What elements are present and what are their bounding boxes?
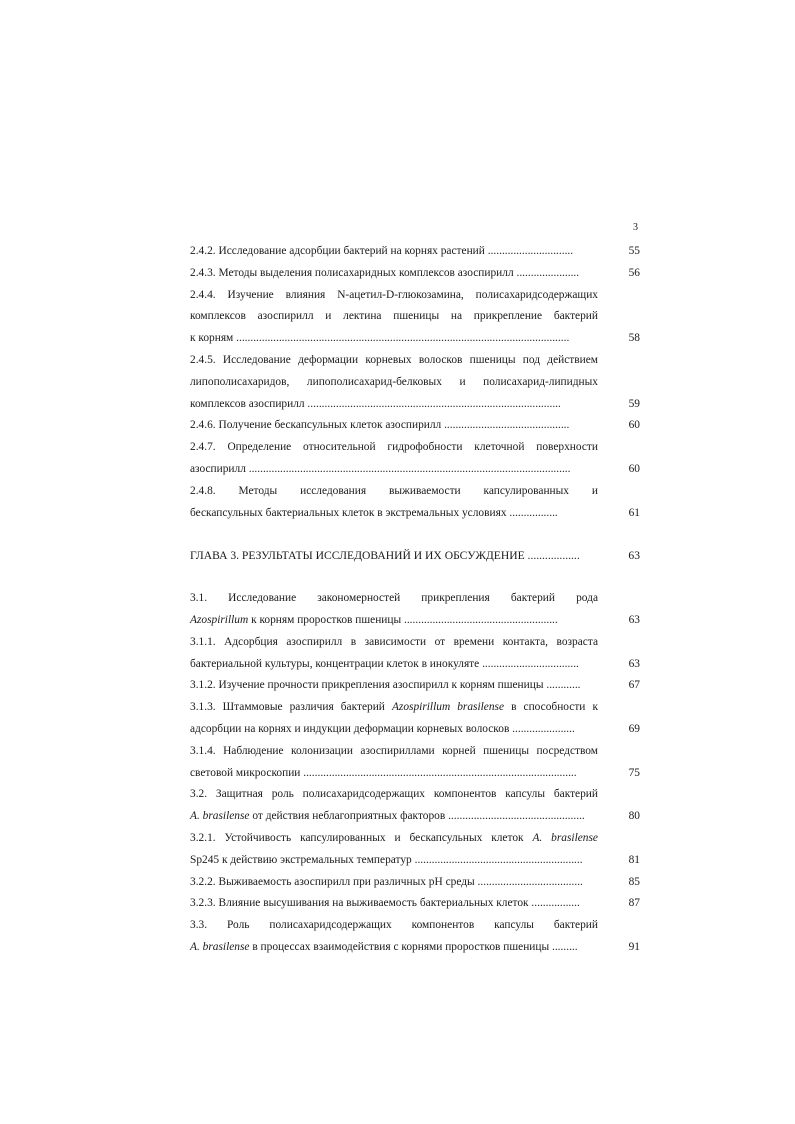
toc-entry-3-2-3 (190, 893, 640, 915)
toc-page-number: 67 (628, 679, 640, 692)
toc-page-number: 63 (628, 613, 640, 626)
toc-entry-2-4-3 (190, 263, 640, 285)
spacer (190, 567, 640, 588)
toc-entry-text: 3.1.1. Адсорбция азоспирилл в зависимости от времени контакта, возраста (190, 635, 598, 648)
toc-page-number: 63 (628, 657, 640, 670)
toc-entry-2-4-4-end (190, 328, 640, 350)
toc-entry-3-3 (190, 915, 640, 937)
toc-entry-3-2-end (190, 806, 640, 828)
toc-entry-text: комплексов азоспирилл ......................................................................................... (190, 397, 561, 410)
toc-chapter-3 (190, 545, 640, 567)
toc-entry-text: 3.1.2. Изучение прочности прикрепления азоспирилл к корням пшеницы ............ (190, 679, 581, 692)
toc-entry-3-1-3 (190, 697, 640, 719)
toc-entry-text: бескапсульных бактериальных клеток в экстремальных условиях ................. (190, 506, 558, 519)
toc-entry-text: 3.3. Роль полисахаридсодержащих компонентов капсулы бактерий (190, 919, 598, 932)
toc-entry-text: 3.2. Защитная роль полисахаридсодержащих компонентов капсулы бактерий (190, 788, 598, 801)
toc-entry-2-4-4-cont (190, 306, 640, 328)
toc-entry-text: липополисахаридов, липополисахарид-белковых и полисахарид-липидных (190, 375, 598, 388)
toc-entry-text: Azospirillum к корням проростков пшеницы ...................................................... (190, 613, 558, 626)
toc-entry-text: световой микроскопии ................................................................................................ (190, 766, 577, 779)
toc-entry-3-2-2 (190, 872, 640, 894)
page-number: 3 (633, 222, 638, 233)
toc-page-number: 55 (628, 245, 640, 257)
toc-entry-text: 3.1.3. Штаммовые различия бактерий Azospirillum brasilense в способности к (190, 701, 598, 714)
toc-page-number: 61 (628, 506, 640, 519)
toc-entry-3-1-4 (190, 741, 640, 763)
toc-entry-3-1-4-end (190, 763, 640, 785)
toc-page-number: 56 (628, 266, 640, 279)
toc-entry-text: 2.4.5. Исследование деформации корневых волосков пшеницы под действием (190, 353, 598, 366)
toc-page-number: 85 (628, 875, 640, 888)
toc-entry-text: адсорбции на корнях и индукции деформации корневых волосков ...................... (190, 722, 575, 735)
toc-entry-2-4-8-end (190, 503, 640, 525)
toc-entry-text: бактериальной культуры, концентрации клеток в инокуляте .................................. (190, 657, 579, 670)
toc-entry-text: 3.2.3. Влияние высушивания на выживаемость бактериальных клеток ................. (190, 897, 580, 910)
toc-entry-3-1-3-end (190, 719, 640, 741)
toc-page-number: 60 (628, 462, 640, 475)
toc-page-number: 63 (628, 549, 640, 563)
toc-entry-text: 3.1. Исследование закономерностей прикрепления бактерий рода (190, 592, 598, 605)
toc-entry-2-4-7 (190, 437, 640, 459)
toc-page-number: 91 (628, 940, 640, 953)
toc-entry-text: 2.4.3. Методы выделения полисахаридных комплексов азоспирилл ...................... (190, 266, 580, 279)
toc-entry-2-4-5-end (190, 394, 640, 416)
toc-entry-3-1-1-end (190, 654, 640, 676)
toc-page-number: 59 (628, 397, 640, 410)
toc-entry-text: азоспирилл ................................................................................................................. (190, 462, 571, 475)
toc-entry-text: Sp245 к действию экстремальных температур ........................................................... (190, 853, 583, 866)
toc-page-number: 75 (628, 766, 640, 779)
toc-page-number: 81 (628, 853, 640, 866)
toc-page-number: 60 (628, 419, 640, 432)
toc-entry-3-2 (190, 784, 640, 806)
toc-entry-text: 3.1.4. Наблюдение колонизации азоспириллами корней пшеницы посредством (190, 744, 598, 757)
toc-entry-text: 2.4.4. Изучение влияния N-ацетил-D-глюкозамина, полисахаридсодержащих (190, 288, 598, 301)
toc-entry-2-4-5 (190, 350, 640, 372)
toc-entry-2-4-4 (190, 285, 640, 307)
toc-entry-text: комплексов азоспирилл и лектина пшеницы на прикрепление бактерий (190, 310, 598, 323)
toc-entry-text: к корням ..................................................................................................................... (190, 332, 570, 345)
toc-entry-text: 2.4.7. Определение относительной гидрофобности клеточной поверхности (190, 441, 598, 454)
toc-entry-3-3-end (190, 937, 640, 959)
toc-entry-text: 2.4.2. Исследование адсорбции бактерий на корнях растений .............................. (190, 245, 574, 257)
table-of-contents (190, 241, 640, 959)
toc-entry-3-1 (190, 588, 640, 610)
toc-entry-2-4-5-cont (190, 372, 640, 394)
toc-entry-text: 3.2.1. Устойчивость капсулированных и бескапсульных клеток A. brasilense (190, 831, 598, 844)
toc-entry-3-2-1-end (190, 850, 640, 872)
toc-page-number: 80 (628, 810, 640, 823)
toc-entry-3-1-end (190, 610, 640, 632)
toc-entry-text: 2.4.8. Методы исследования выживаемости капсулированных и (190, 484, 598, 497)
spacer (190, 524, 640, 545)
toc-page-number: 58 (628, 332, 640, 345)
toc-entry-text: A. brasilense от действия неблагоприятных факторов ................................................ (190, 810, 585, 823)
toc-entry-2-4-2 (190, 241, 640, 263)
toc-page-number: 87 (628, 897, 640, 910)
toc-entry-2-4-8 (190, 481, 640, 503)
toc-entry-2-4-7-end (190, 459, 640, 481)
toc-entry-text: 2.4.6. Получение бескапсульных клеток азоспирилл ............................................ (190, 419, 570, 432)
toc-entry-3-1-1 (190, 632, 640, 654)
toc-entry-3-1-2 (190, 675, 640, 697)
toc-entry-2-4-6 (190, 415, 640, 437)
toc-page-number: 69 (628, 722, 640, 735)
toc-entry-text: A. brasilense в процессах взаимодействия с корнями проростков пшеницы ......... (190, 940, 578, 953)
toc-entry-text: 3.2.2. Выживаемость азоспирилл при различных pH среды ..................................... (190, 875, 583, 888)
toc-chapter-title: ГЛАВА 3. РЕЗУЛЬТАТЫ ИССЛЕДОВАНИЙ И ИХ ОБСУЖДЕНИЕ .................. (190, 549, 580, 563)
toc-entry-3-2-1 (190, 828, 640, 850)
